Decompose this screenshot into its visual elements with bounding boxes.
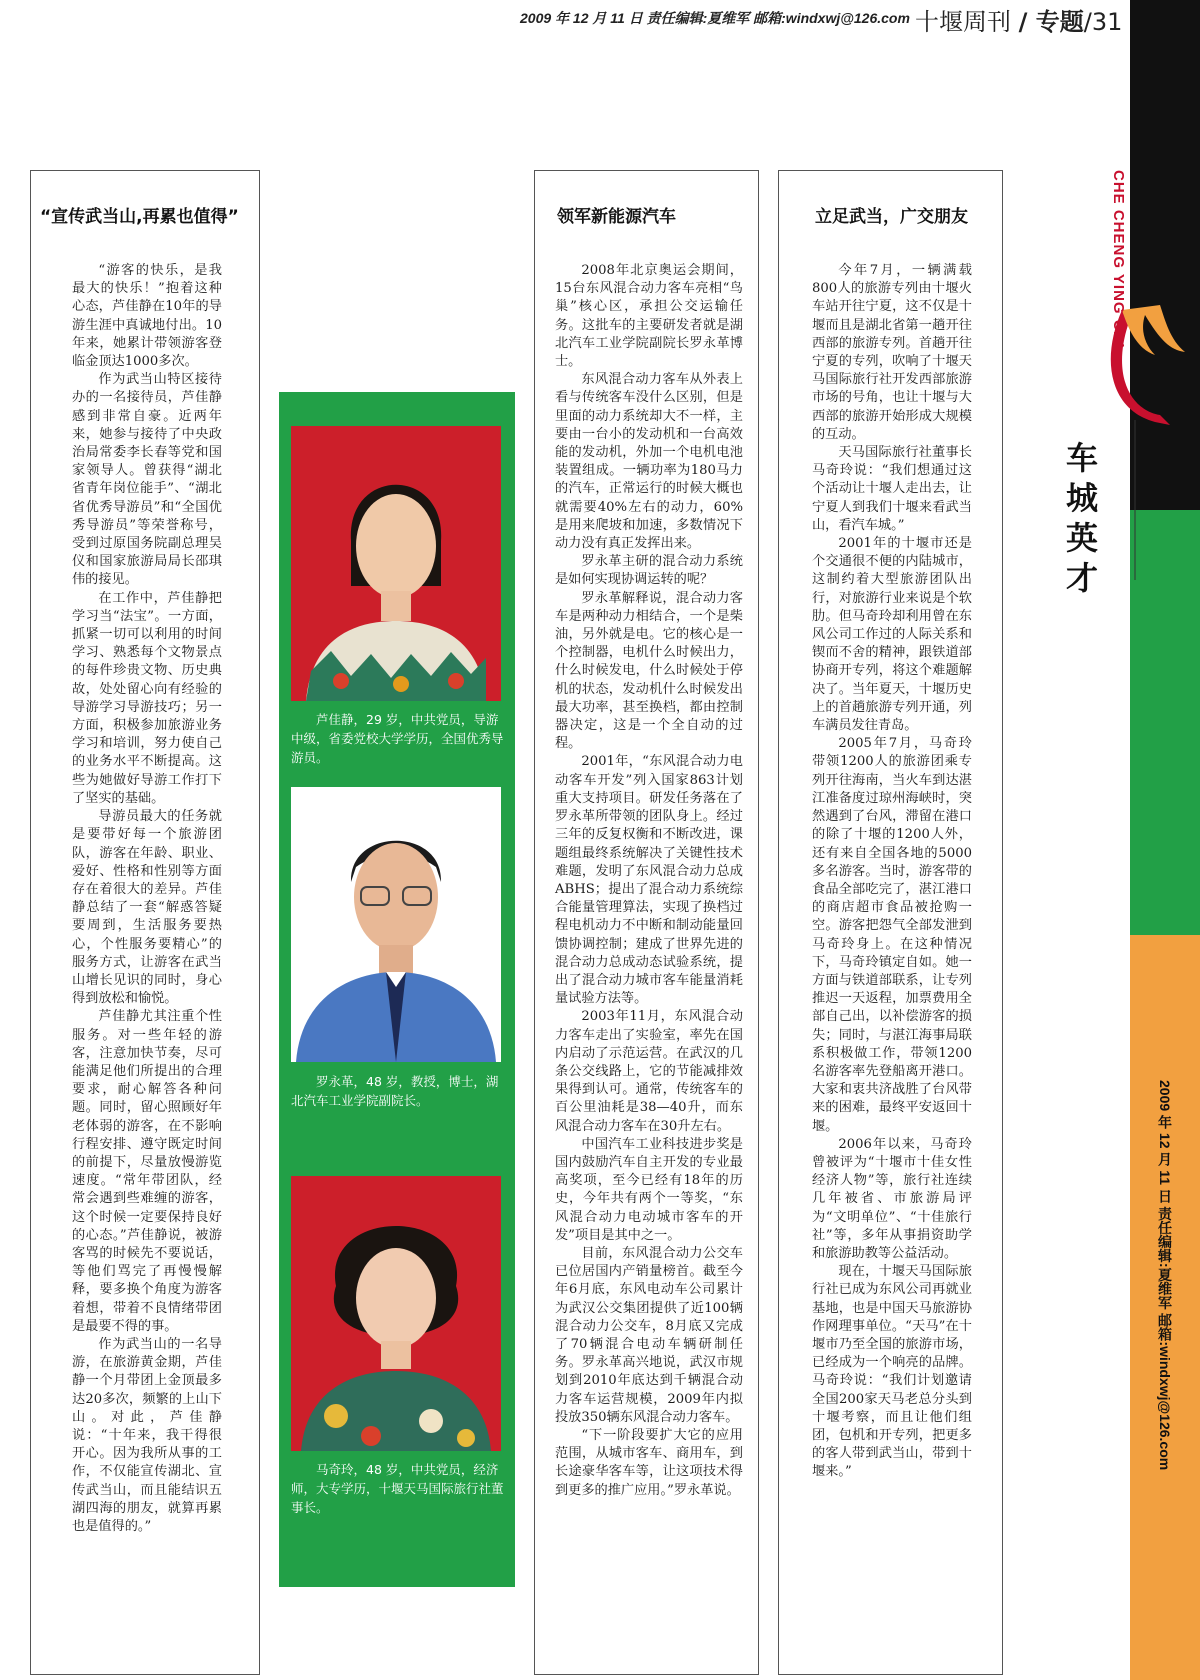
photo-column [279, 392, 515, 1587]
paragraph: 2001年，“东风混合动力电动客车开发”列入国家863计划重大支持项目。研发任务落在了罗永革所带领的团队身上。经过三年的反复权衡和不断改进，课题组最终系统解决了关键性技术难题，发明了东风混合动力总成ABHS；提出了混合动力系统综合能量管理算法，实现了换档过程电机动力不中断和制动能量回馈协调控制；建成了世界先进的混合动力总成动态试验系统，提出了混合动力城市客车能量消耗量试验方法等。 [555, 754, 743, 1007]
paragraph: 现在，十堰天马国际旅行社已成为东风公司再就业基地，也是中国天马旅游协作网理事单位。“天马”在十堰市乃至全国的旅游市场，已经成为一个响亮的品牌。马奇玲说：“我们计划邀请全国200家天马老总分头到十堰考察，而且让他们组团，包机和开专列，把更多的客人带到武当山，带到十堰来。” [812, 1264, 972, 1480]
article-body-2 [555, 262, 743, 1500]
logo-chinese-text [1062, 438, 1102, 598]
page-number: /31 [1083, 8, 1123, 36]
paragraph: 罗永革主研的混合动力系统是如何实现协调运转的呢？ [555, 554, 743, 588]
paragraph: 2008年北京奥运会期间，15台东风混合动力客车亮相“鸟巢”核心区，承担公交运输任务。这批车的主要研发者就是湖北汽车工业学院副院长罗永革博士。 [555, 263, 743, 370]
vertical-date-line: 2009 年 12 月 11 日 责任编辑:夏维军 邮箱:windxwj@126.com [1157, 1080, 1173, 1471]
paragraph: 中国汽车工业科技进步奖是国内鼓励汽车自主开发的专业最高奖项，至今已经有18年的历史，今年共有两个一等奖，“东风混合动力电动城市客车的开发”项目是其中之一。 [555, 1136, 743, 1243]
photo-caption-3: 马奇玲，48 岁，中共党员，经济师，大专学历，十堰天马国际旅行社董事长。 [291, 1462, 504, 1515]
paragraph: 在工作中，芦佳静把学习当“法宝”。一方面，抓紧一切可以利用的时间学习、熟悉每个文物景点的每件珍贵文物、历史典故，处处留心向有经验的导游学习导游技巧；另一方面，积极参加旅游业务学习和培训，努力使自己的业务水平不断提高。这些为她做好导游工作打下了坚实的基础。 [72, 590, 222, 806]
portrait-photo-3 [291, 1176, 501, 1451]
paragraph: “下一阶段要扩大它的应用范围，从城市客车、商用车，到长途豪华客车等，让这项技术得到更多的推广应用。”罗永革说。 [555, 1428, 743, 1498]
article-title-3: 立足武当，广交朋友 [815, 207, 968, 227]
paragraph: 天马国际旅行社董事长马奇玲说：“我们想通过这个活动让十堰人走出去，让宁夏人到我们十堰来看武当山，看汽车城。” [812, 445, 972, 533]
paragraph: 作为武当山特区接待办的一名接待员，芦佳静感到非常自豪。近两年来，她参与接待了中央政治局常委李长春等党和国家领导人。曾获得“湖北省青年岗位能手”、“湖北省优秀导游员”和“全国优秀导游员”等荣誉称号，受到过原国务院副总理吴仪和国家旅游局局长邵琪伟的接见。 [72, 372, 222, 588]
logo-english-text: CHE CHENG YING CAI [1110, 170, 1127, 349]
photo-caption-1: 芦佳静，29 岁，中共党员，导游中级，省委党校大学学历，全国优秀导游员。 [291, 712, 504, 765]
paragraph: “游客的快乐，是我最大的快乐！”抱着这种心态，芦佳静在10年的导游生涯中真诚地付出。10年来，她累计带领游客登临金顶达1000多次。 [72, 263, 222, 370]
logo-char: 车 [1065, 439, 1098, 477]
article-title-1: “宣传武当山,再累也值得” [40, 207, 239, 227]
article-body-3 [812, 262, 972, 1482]
page-header-line: 2009 年 12 月 11 日 责任编辑:夏维军 邮箱:windxwj@126.com [520, 10, 910, 26]
paragraph: 东风混合动力客车从外表上看与传统客车没什么区别，但是里面的动力系统却大不一样，主要由一台小的发动机和一台高效能的发动机，外加一个电机电池装置组成。一辆功率为180马力的汽车，正常运行的时候大概也就需要40%左右的动力，60%是用来爬坡和加速，多数情况下动力没有真正发挥出来。 [555, 372, 743, 552]
paragraph: 导游员最大的任务就是要带好每一个旅游团队，游客在年龄、职业、爱好、性格和性别等方面存在着很大的差异。芦佳静总结了一套“解惑答疑要周到，生活服务要热心，个性服务要精心”的服务方式，让游客在武当山增长见识的同时，身心得到放松和愉悦。 [72, 809, 222, 1007]
logo-char: 才 [1065, 559, 1098, 597]
paragraph: 2003年11月，东风混合动力客车走出了实验室，率先在国内启动了示范运营。在武汉的几条公交线路上，它的节能减排效果得到认可。通常，传统客车的百公里油耗是38—40升，而东风混合动力客车在30升左右。 [555, 1009, 743, 1134]
paragraph: 2006年以来，马奇玲曾被评为“十堰市十佳女性经济人物”等，旅行社连续几年被省、市旅游局评为“文明单位”、“十佳旅行社”等，多年从事捐资助学和旅游助教等公益活动。 [812, 1136, 972, 1261]
section-name: 专题 [1035, 8, 1084, 36]
portrait-photo-2 [291, 787, 501, 1062]
logo-char: 城 [1065, 479, 1098, 517]
paragraph: 目前，东风混合动力公交车已位居国内产销量榜首。截至今年6月底，东风电动车公司累计为武汉公交集团提供了近100辆混合动力公交车，8月底又完成了70辆混合电动车辆研制任务。罗永革高兴地说，武汉市规划到2010年底达到千辆混合动力客车运营规模，2009年内拟投放350辆东风混合动力客车。 [555, 1245, 743, 1425]
paragraph: 今年7月，一辆满载800人的旅游专列由十堰火车站开往宁夏，这不仅是十堰而且是湖北省第一趟开往西部的旅游专列。首趟开往宁夏的专列，吹响了十堰天马国际旅行社开发西部旅游市场的号角，也让十堰与大西部的旅游开始形成大规模的互动。 [812, 263, 972, 442]
publication-name: 十堰周刊 [915, 8, 1011, 36]
article-title-2: 领军新能源汽车 [557, 207, 676, 227]
paragraph: 芦佳静尤其注重个性服务。对一些年轻的游客，注意加快节奏，尽可能满足他们所提出的合理要求，耐心解答各种问题。同时，留心照顾好年老体弱的游客，在不影响行程安排、遵守既定时间的前提下，尽量放慢游览速度。“常年带团队，经常会遇到些难缠的游客，这个时候一定要保持良好的心态。”芦佳静说，被游客骂的时候先不要说话，等他们骂完了再慢慢解释，要多换个角度为游客着想，带着不良情绪带团是最要不得的事。 [72, 1009, 222, 1334]
portrait-photo-1 [291, 426, 501, 701]
paragraph: 2001年的十堰市还是个交通很不便的内陆城市，这制约着大型旅游团队出行，对旅游行业来说是个软肋。但马奇玲却利用曾在东风公司工作过的人际关系和锲而不舍的精神，跟铁道部协商开专列，将这个难题解决了。当年夏天，十堰历史上的首趟旅游专列开通，列车满员发往青岛。 [812, 536, 972, 734]
paragraph: 作为武当山的一名导游，在旅游黄金期，芦佳静一个月带团上金顶最多达20多次，频繁的上山下山。对此，芦佳静说：“十年来，我干得很开心。因为我所从事的工作，不仅能宣传湖北、宣传武当山，而且能结识五湖四海的朋友，就算再累也是值得的。” [72, 1336, 222, 1535]
publication-header: 十堰周刊 / 专题/31 [915, 8, 1123, 36]
article-body-1 [72, 262, 222, 1536]
paragraph: 2005年7月，马奇玲带领1200人的旅游团乘专列开往海南，当火车到达湛江准备度过琼州海峡时，突然遇到了台风，滞留在港口的除了十堰的1200人外，还有来自全国各地的5000多名游客。当时，游客带的食品全部吃完了，湛江港口的商店超市食品被抢购一空。游客把怨气全部发泄到马奇玲身上。在这种情况下，马奇玲镇定自如。她一方面与铁道部联系，让专列推迟一天返程，加票费用全部自己出，以补偿游客的损失；同时，与湛江海事局联系积极做工作，带领1200名游客率先登船离开港口。大家和衷共济战胜了台风带来的困难，最终平安返回十堰。 [812, 736, 972, 1134]
photo-caption-2: 罗永革，48 岁，教授，博士，湖北汽车工业学院副院长。 [291, 1074, 499, 1108]
logo-char: 英 [1065, 519, 1098, 557]
paragraph: 罗永革解释说，混合动力客车是两种动力相结合，一个是柴油，另外就是电。它的核心是一个控制器，电机什么时候出力，什么时候发电，什么时候处于停机的状态，发动机什么时候发出最大功率，甚至换档，都由控制器决定，这是一个全自动的过程。 [555, 590, 743, 752]
